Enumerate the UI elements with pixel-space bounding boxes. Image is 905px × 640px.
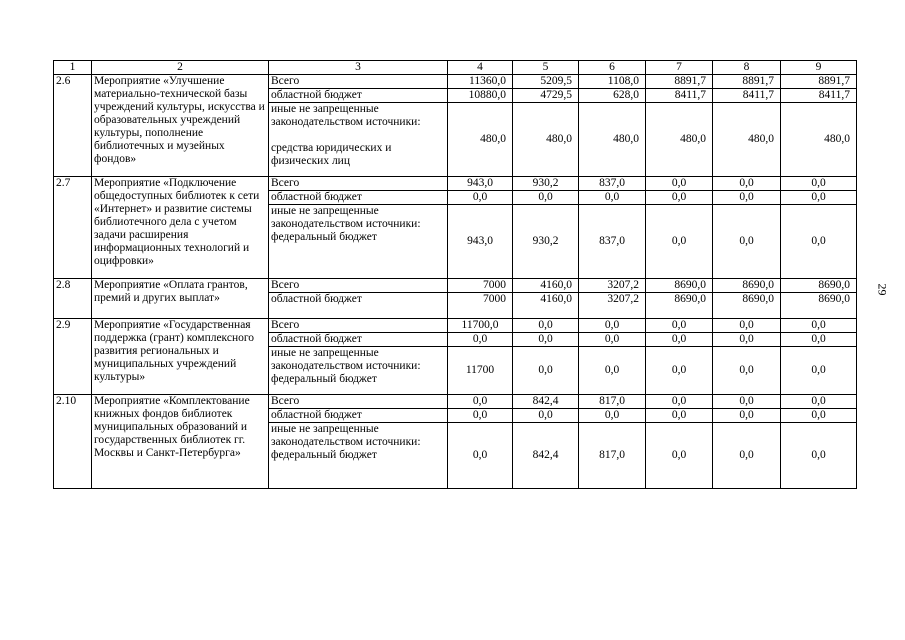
amount-cell: 480,0	[513, 103, 579, 177]
column-header: 5	[513, 61, 579, 75]
amount-cell: 0,0	[781, 177, 857, 191]
amount-cell: 0,0	[513, 191, 579, 205]
amount-cell: 0,0	[713, 205, 781, 279]
amount-cell: 4729,5	[513, 89, 579, 103]
amount-cell: 5209,5	[513, 75, 579, 89]
amount-cell: 0,0	[448, 191, 513, 205]
amount-cell: 842,4	[513, 395, 579, 409]
amount-cell: 0,0	[646, 191, 713, 205]
measure-title: Мероприятие «Подключение общедоступных библиотек к сети «Интернет» и развитие системы библиотечного дела с учетом задачи расширения информационных технологий и оцифровки»	[92, 177, 269, 279]
amount-cell: 817,0	[579, 395, 646, 409]
amount-cell: 0,0	[646, 423, 713, 489]
amount-cell: 3207,2	[579, 293, 646, 319]
funding-source: областной бюджет	[269, 191, 448, 205]
measure-title: Мероприятие «Оплата грантов, премий и других выплат»	[92, 279, 269, 319]
amount-cell: 0,0	[781, 423, 857, 489]
amount-cell: 837,0	[579, 205, 646, 279]
amount-cell: 10880,0	[448, 89, 513, 103]
amount-cell: 0,0	[513, 347, 579, 395]
header-row	[54, 61, 857, 75]
funding-source: иные не запрещенные законодательством источники: федеральный бюджет	[269, 347, 448, 395]
amount-cell: 0,0	[781, 191, 857, 205]
table-body	[54, 75, 857, 489]
table-row	[54, 395, 857, 409]
amount-cell: 8690,0	[781, 279, 857, 293]
amount-cell: 817,0	[579, 423, 646, 489]
amount-cell: 11700	[448, 347, 513, 395]
amount-cell: 0,0	[781, 319, 857, 333]
amount-cell: 943,0	[448, 205, 513, 279]
amount-cell: 480,0	[448, 103, 513, 177]
measure-number: 2.7	[54, 177, 92, 279]
amount-cell: 0,0	[448, 333, 513, 347]
amount-cell: 0,0	[646, 177, 713, 191]
column-header: 1	[54, 61, 92, 75]
amount-cell: 0,0	[646, 347, 713, 395]
page-number: 29	[875, 283, 890, 296]
funding-source: Всего	[269, 319, 448, 333]
funding-source: Всего	[269, 177, 448, 191]
amount-cell: 842,4	[513, 423, 579, 489]
amount-cell: 0,0	[448, 423, 513, 489]
amount-cell: 0,0	[713, 177, 781, 191]
amount-cell: 8411,7	[781, 89, 857, 103]
column-header: 4	[448, 61, 513, 75]
amount-cell: 0,0	[713, 191, 781, 205]
funding-source: областной бюджет	[269, 409, 448, 423]
amount-cell: 943,0	[448, 177, 513, 191]
amount-cell: 8891,7	[646, 75, 713, 89]
funding-source: иные не запрещенные законодательством источники: федеральный бюджет	[269, 423, 448, 489]
amount-cell: 0,0	[513, 333, 579, 347]
amount-cell: 11360,0	[448, 75, 513, 89]
amount-cell: 0,0	[781, 409, 857, 423]
amount-cell: 930,2	[513, 177, 579, 191]
amount-cell: 0,0	[781, 395, 857, 409]
column-header: 8	[713, 61, 781, 75]
amount-cell: 0,0	[513, 409, 579, 423]
amount-cell: 8891,7	[713, 75, 781, 89]
amount-cell: 930,2	[513, 205, 579, 279]
amount-cell: 480,0	[781, 103, 857, 177]
amount-cell: 0,0	[781, 333, 857, 347]
column-header: 3	[269, 61, 448, 75]
amount-cell: 7000	[448, 279, 513, 293]
measure-title: Мероприятие «Комплектование книжных фондов библиотек муниципальных образований и государственных библиотек гг. Москвы и Санкт-Петербурга»	[92, 395, 269, 489]
column-header: 6	[579, 61, 646, 75]
amount-cell: 0,0	[713, 347, 781, 395]
measure-number: 2.9	[54, 319, 92, 395]
amount-cell: 0,0	[579, 191, 646, 205]
amount-cell: 0,0	[579, 347, 646, 395]
amount-cell: 8690,0	[781, 293, 857, 319]
amount-cell: 0,0	[713, 333, 781, 347]
amount-cell: 0,0	[646, 319, 713, 333]
amount-cell: 8690,0	[646, 279, 713, 293]
amount-cell: 0,0	[513, 319, 579, 333]
amount-cell: 0,0	[646, 395, 713, 409]
funding-source: областной бюджет	[269, 333, 448, 347]
amount-cell: 0,0	[646, 205, 713, 279]
amount-cell: 480,0	[579, 103, 646, 177]
funding-source: Всего	[269, 75, 448, 89]
amount-cell: 4160,0	[513, 279, 579, 293]
funding-source: областной бюджет	[269, 293, 448, 319]
table-row	[54, 75, 857, 89]
amount-cell: 0,0	[579, 319, 646, 333]
measure-number: 2.6	[54, 75, 92, 177]
amount-cell: 0,0	[579, 409, 646, 423]
amount-cell: 0,0	[713, 395, 781, 409]
funding-source: Всего	[269, 395, 448, 409]
funding-source: иные не запрещенные законодательством источники: средства юридических и физических лиц	[269, 103, 448, 177]
funding-source: Всего	[269, 279, 448, 293]
amount-cell: 8690,0	[646, 293, 713, 319]
amount-cell: 0,0	[713, 409, 781, 423]
column-header: 7	[646, 61, 713, 75]
amount-cell: 0,0	[448, 409, 513, 423]
measure-title: Мероприятие «Улучшение материально-технической базы учреждений культуры, искусства и образовательных учреждений культуры, пополнение библиотечных и музейных фондов»	[92, 75, 269, 177]
amount-cell: 0,0	[579, 333, 646, 347]
column-header: 2	[92, 61, 269, 75]
table-row	[54, 279, 857, 293]
measure-number: 2.8	[54, 279, 92, 319]
amount-cell: 628,0	[579, 89, 646, 103]
amount-cell: 8411,7	[646, 89, 713, 103]
amount-cell: 0,0	[646, 409, 713, 423]
amount-cell: 4160,0	[513, 293, 579, 319]
amount-cell: 0,0	[646, 333, 713, 347]
amount-cell: 0,0	[781, 205, 857, 279]
budget-table	[53, 60, 857, 489]
amount-cell: 3207,2	[579, 279, 646, 293]
amount-cell: 0,0	[781, 347, 857, 395]
funding-source: областной бюджет	[269, 89, 448, 103]
amount-cell: 0,0	[713, 319, 781, 333]
amount-cell: 8891,7	[781, 75, 857, 89]
amount-cell: 11700,0	[448, 319, 513, 333]
amount-cell: 8411,7	[713, 89, 781, 103]
table-row	[54, 319, 857, 333]
amount-cell: 0,0	[713, 423, 781, 489]
amount-cell: 480,0	[646, 103, 713, 177]
table-row	[54, 177, 857, 191]
amount-cell: 0,0	[448, 395, 513, 409]
column-header: 9	[781, 61, 857, 75]
amount-cell: 7000	[448, 293, 513, 319]
funding-source: иные не запрещенные законодательством источники: федеральный бюджет	[269, 205, 448, 279]
amount-cell: 1108,0	[579, 75, 646, 89]
measure-number: 2.10	[54, 395, 92, 489]
amount-cell: 8690,0	[713, 279, 781, 293]
amount-cell: 837,0	[579, 177, 646, 191]
amount-cell: 480,0	[713, 103, 781, 177]
measure-title: Мероприятие «Государственная поддержка (грант) комплексного развития региональных и муниципальных учреждений культуры»	[92, 319, 269, 395]
amount-cell: 8690,0	[713, 293, 781, 319]
